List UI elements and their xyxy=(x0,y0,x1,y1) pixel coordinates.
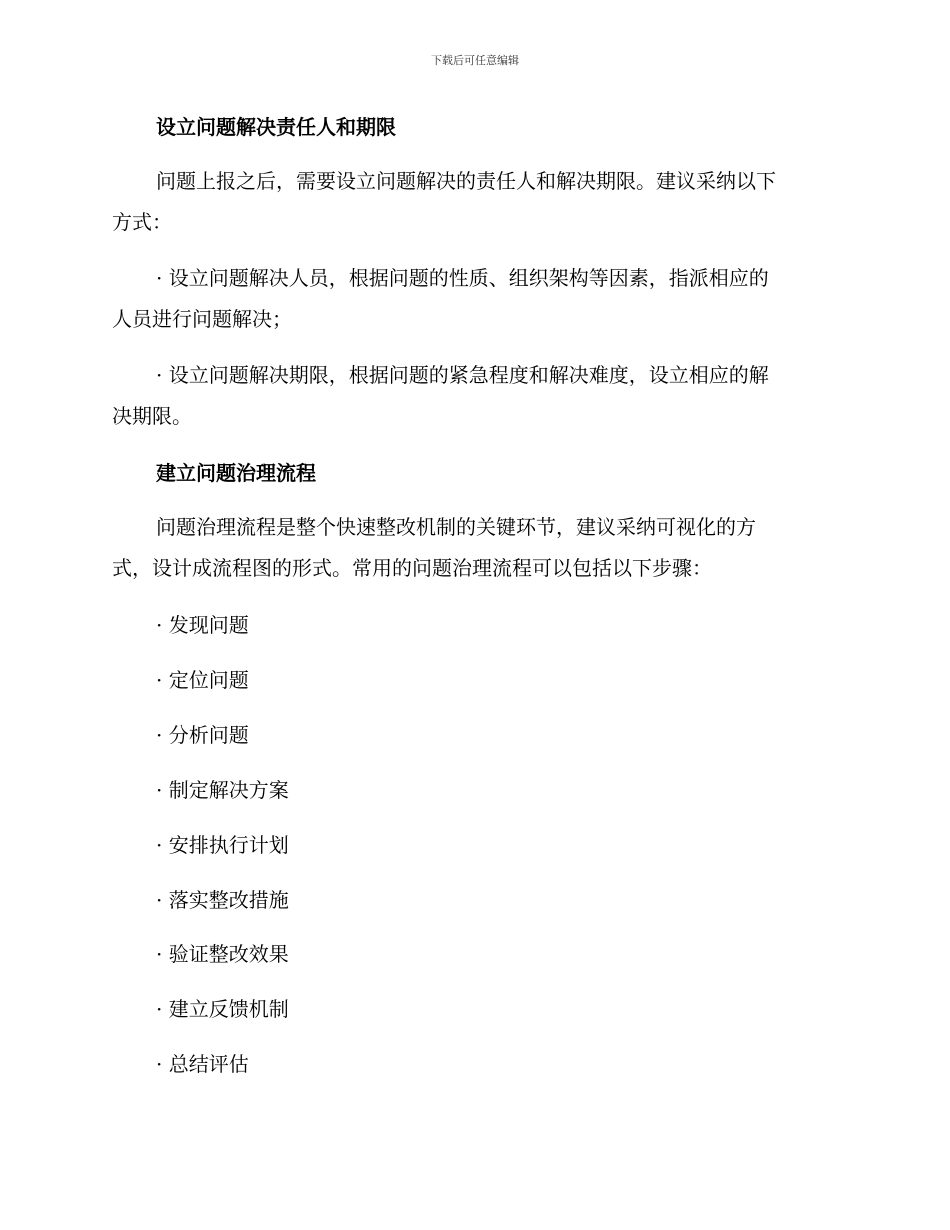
paragraph-line: 式，设计成流程图的形式。常用的问题治理流程可以包括以下步骤： xyxy=(112,556,712,580)
step-list-item: · 制定解决方案 xyxy=(156,778,289,802)
step-list-item: · 验证整改效果 xyxy=(156,942,289,966)
step-list-item: · 落实整改措施 xyxy=(156,888,289,912)
paragraph-intro-responsibility xyxy=(112,161,832,243)
step-list-item: · 发现问题 xyxy=(156,613,249,637)
page-header: 下载后可任意编辑 xyxy=(431,54,519,67)
step-list-item: · 建立反馈机制 xyxy=(156,997,289,1021)
paragraph-intro-process xyxy=(112,507,832,589)
section-heading-responsibility: 设立问题解决责任人和期限 xyxy=(156,115,396,139)
paragraph-line: 决期限。 xyxy=(112,404,192,428)
paragraph-line: · 设立问题解决期限，根据问题的紧急程度和解决难度，设立相应的解 xyxy=(156,363,769,387)
paragraph-line: 方式： xyxy=(112,210,172,234)
step-list-item: · 总结评估 xyxy=(156,1052,249,1076)
paragraph-line: 问题治理流程是整个快速整改机制的关键环节，建议采纳可视化的方 xyxy=(156,515,756,539)
paragraph-line: · 设立问题解决人员，根据问题的性质、组织架构等因素，指派相应的 xyxy=(156,266,769,290)
paragraph-line: 人员进行问题解决； xyxy=(112,307,292,331)
section-heading-process: 建立问题治理流程 xyxy=(156,461,316,485)
paragraph-line: 问题上报之后，需要设立问题解决的责任人和解决期限。建议采纳以下 xyxy=(156,169,776,193)
step-list-item: · 定位问题 xyxy=(156,668,249,692)
bullet-assign-person xyxy=(112,258,832,340)
step-list-item: · 安排执行计划 xyxy=(156,833,289,857)
step-list-item: · 分析问题 xyxy=(156,723,249,747)
bullet-set-deadline xyxy=(112,355,832,437)
